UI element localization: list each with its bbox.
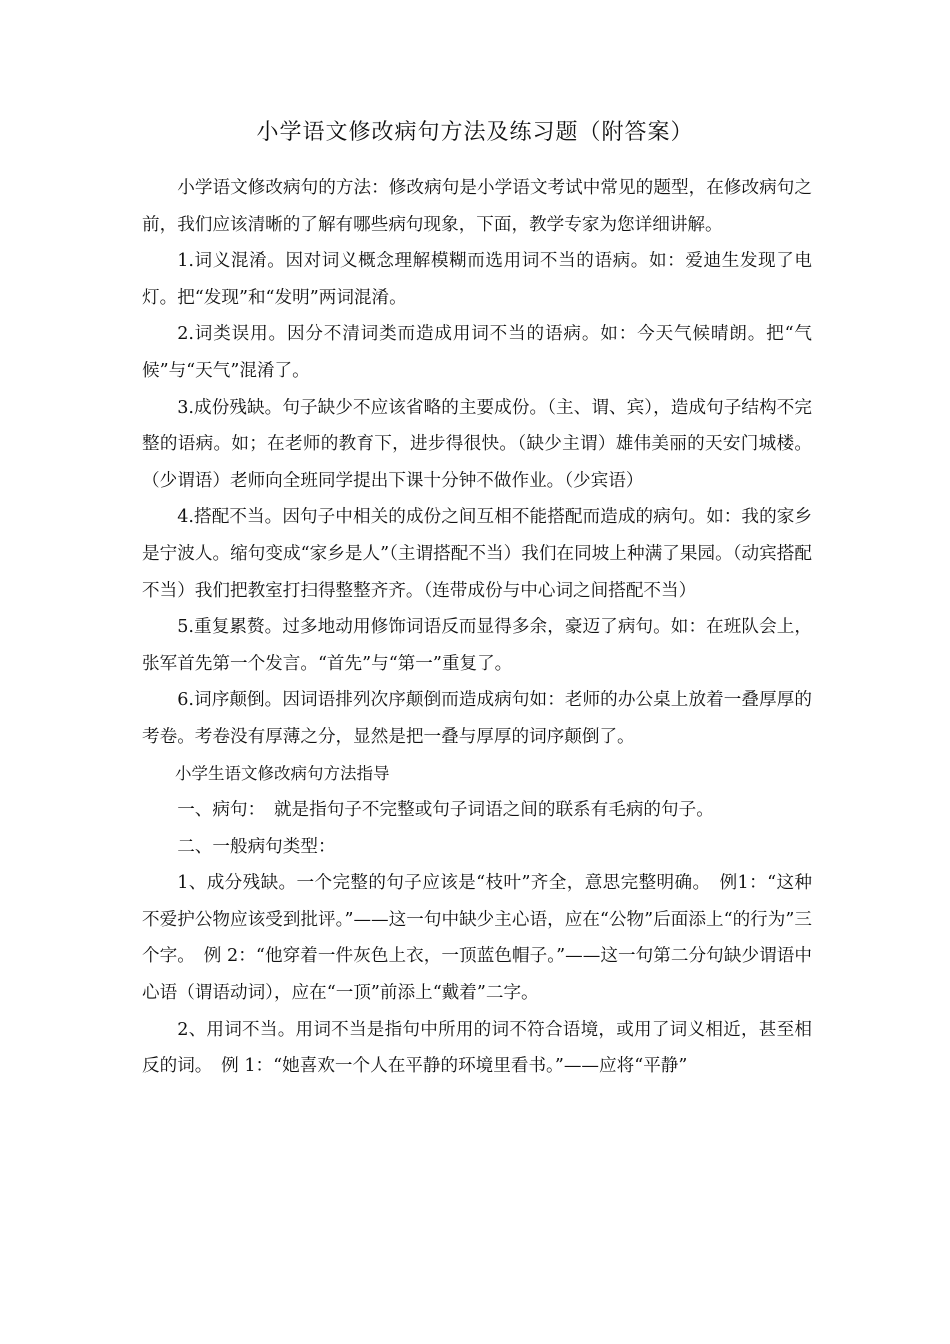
- paragraph-type-incomplete: 1、成分残缺。一个完整的句子应该是“枝叶”齐全，意思完整明确。 例1：“这种不爱护公物应该受到批评。”——这一句中缺少主心语，应在“公物”后面添上“的行为”三个字。 例 2：“他穿着一件灰色上衣，一顶蓝色帽子。”——这一句第二分句缺少谓语中心语（谓语动词），应在“一顶”前添上“戴着”二字。: [142, 873, 812, 1004]
- section-heading-guide: 小学生语文修改病句方法指导: [175, 763, 390, 783]
- document-body: [142, 170, 812, 1085]
- document-title: 小学语文修改病句方法及练习题（附答案）: [256, 120, 694, 145]
- paragraph-type-wrong-word: 2、用词不当。用词不当是指句中所用的词不符合语境，或用了词义相近，甚至相反的词。 例 1：“她喜欢一个人在平静的环境里看书。”——应将“平静”: [142, 1019, 812, 1077]
- paragraph-redundancy: 5.重复累赘。过多地动用修饰词语反而显得多余，豪迈了病句。如：在班队会上，张军首先第一个发言。“首先”与“第一”重复了。: [142, 617, 812, 674]
- paragraph-word-confusion: 1.词义混淆。因对词义概念理解模糊而选用词不当的语病。如：爱迪生发现了电灯。把“发现”和“发明”两词混淆。: [142, 251, 812, 308]
- paragraph-definition: 一、病句： 就是指句子不完整或句子词语之间的联系有毛病的句子。: [177, 800, 714, 821]
- paragraph-improper-collocation: 4.搭配不当。因句子中相关的成份之间互相不能搭配而造成的病句。如：我的家乡是宁波人。缩句变成“家乡是人”（主谓搭配不当）我们在同坡上种满了果园。（动宾搭配不当）我们把教室打扫得整整齐齐。（连带成份与中心词之间搭配不当）: [142, 507, 812, 601]
- paragraph-intro: 小学语文修改病句的方法：修改病句是小学语文考试中常见的题型，在修改病句之前，我们应该清晰的了解有哪些病句现象，下面，教学专家为您详细讲解。: [142, 178, 812, 235]
- paragraph-missing-components: 3.成份残缺。句子缺少不应该省略的主要成份。（主、谓、宾），造成句子结构不完整的语病。如；在老师的教育下，进步得很快。（缺少主谓）雄伟美丽的天安门城楼。（少谓语）老师向全班同学提出下课十分钟不做作业。（少宾语）: [142, 397, 812, 491]
- paragraph-word-class-misuse: 2.词类误用。因分不清词类而造成用词不当的语病。如：今天气候晴朗。把“气候”与“天气”混淆了。: [142, 324, 812, 381]
- paragraph-word-order: 6.词序颠倒。因词语排列次序颠倒而造成病句如：老师的办公桌上放着一叠厚厚的考卷。考卷没有厚薄之分，显然是把一叠与厚厚的词序颠倒了。: [142, 690, 812, 747]
- paragraph-types-heading: 二、一般病句类型：: [177, 836, 336, 857]
